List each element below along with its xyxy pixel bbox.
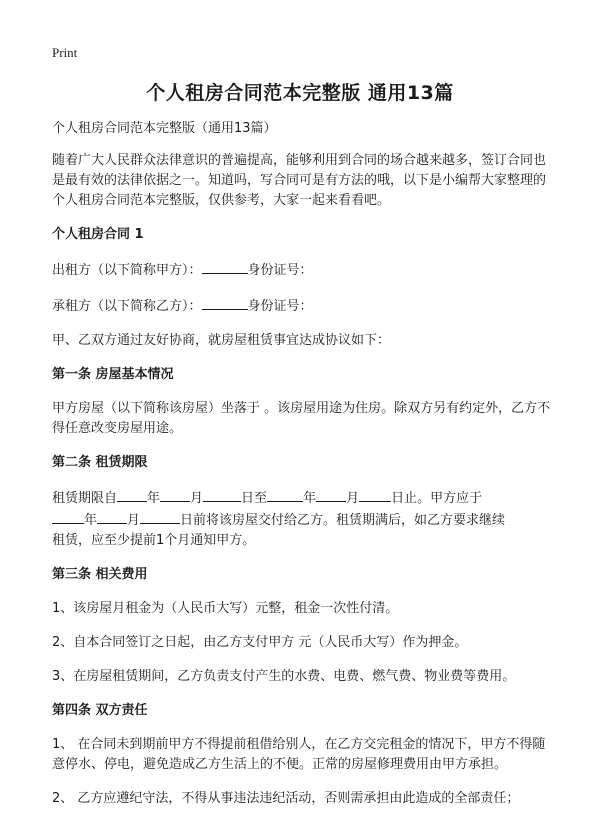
fee-item: 1、该房屋月租金为（人民币大写）元整，租金一次性付清。 xyxy=(52,601,399,616)
blank-start-year xyxy=(117,487,147,502)
blank-end-year xyxy=(267,487,303,502)
delivery-year-label: 年 xyxy=(84,513,98,528)
lessee-blank xyxy=(202,295,248,310)
lessor-label: 出租方（以下简称甲方）： xyxy=(52,263,202,278)
end-month-label: 月 xyxy=(346,491,360,506)
blank-start-day xyxy=(203,487,241,502)
responsibility-item: 2、 乙方应遵纪守法，不得从事违法违纪活动，否则需承担由此造成的全部责任； xyxy=(52,791,520,806)
start-month-label: 月 xyxy=(190,491,204,506)
renewal-line: 租赁，应至少提前1个月通知甲方。 xyxy=(52,533,256,548)
document-subtitle: 个人租房合同范本完整版（通用13篇） xyxy=(52,121,277,136)
article-2-heading: 第二条 租赁期限 xyxy=(52,455,148,470)
delivery-tail: 日前将该房屋交付给乙方。租赁期满后，如乙方要求继续 xyxy=(180,513,506,528)
start-day-label: 日至 xyxy=(241,491,268,506)
lessee-id-label: 身份证号： xyxy=(247,299,313,314)
blank-delivery-day xyxy=(140,509,180,524)
contract-heading: 个人租房合同 1 xyxy=(52,227,144,242)
responsibility-item: 1、 在合同未到期前甲方不得提前租借给别人，在乙方交完租金的情况下，甲方不得随意停水、停电，避免造成乙方生活上的不便。正常的房屋修理费用由甲方承担。 xyxy=(52,737,546,772)
blank-end-day xyxy=(359,487,391,502)
lessee-label: 承租方（以下简称乙方）： xyxy=(52,299,202,314)
fee-item: 3、在房屋租赁期间，乙方负责支付产生的水费、电费、燃气费、物业费等费用。 xyxy=(52,669,516,684)
blank-delivery-year xyxy=(52,509,84,524)
blank-start-month xyxy=(160,487,190,502)
article-3-heading: 第三条 相关费用 xyxy=(52,567,148,582)
page-title: 个人租房合同范本完整版 通用13篇 xyxy=(146,82,454,104)
blank-end-month xyxy=(316,487,346,502)
lessor-line xyxy=(52,259,552,281)
lessor-id-label: 身份证号： xyxy=(247,263,313,278)
end-day-label: 日止。甲方应于 xyxy=(391,491,483,506)
article-4-heading: 第四条 双方责任 xyxy=(52,703,148,718)
start-year-label: 年 xyxy=(147,491,161,506)
document-body xyxy=(52,119,552,823)
print-link[interactable]: Print xyxy=(52,45,78,60)
lessee-line xyxy=(52,295,552,317)
intro-paragraph: 随着广大人民群众法律意识的普遍提高，能够利用到合同的场合越来越多，签订合同也是最有效的法律依据之一。知道吗，写合同可是有方法的哦，以下是小编帮大家整理的个人租房合同范本完整版，仅供参考，大家一起来看看吧。 xyxy=(52,153,547,208)
article-2-text xyxy=(52,487,552,551)
delivery-month-label: 月 xyxy=(127,513,141,528)
blank-delivery-month xyxy=(97,509,127,524)
article-1-heading: 第一条 房屋基本情况 xyxy=(52,367,174,382)
end-year-label: 年 xyxy=(303,491,317,506)
agreement-line: 甲、乙双方通过友好协商，就房屋租赁事宜达成协议如下： xyxy=(52,333,391,348)
lessor-blank xyxy=(202,259,248,274)
fee-item: 2、自本合同签订之日起，由乙方支付甲方 元（人民币大写）作为押金。 xyxy=(52,635,468,650)
lease-term-lead: 租赁期限自 xyxy=(52,491,118,506)
article-1-text: 甲方房屋（以下简称该房屋）坐落于 。该房屋用途为住房。除双方另有约定外，乙方不得任意改变房屋用途。 xyxy=(52,401,551,436)
